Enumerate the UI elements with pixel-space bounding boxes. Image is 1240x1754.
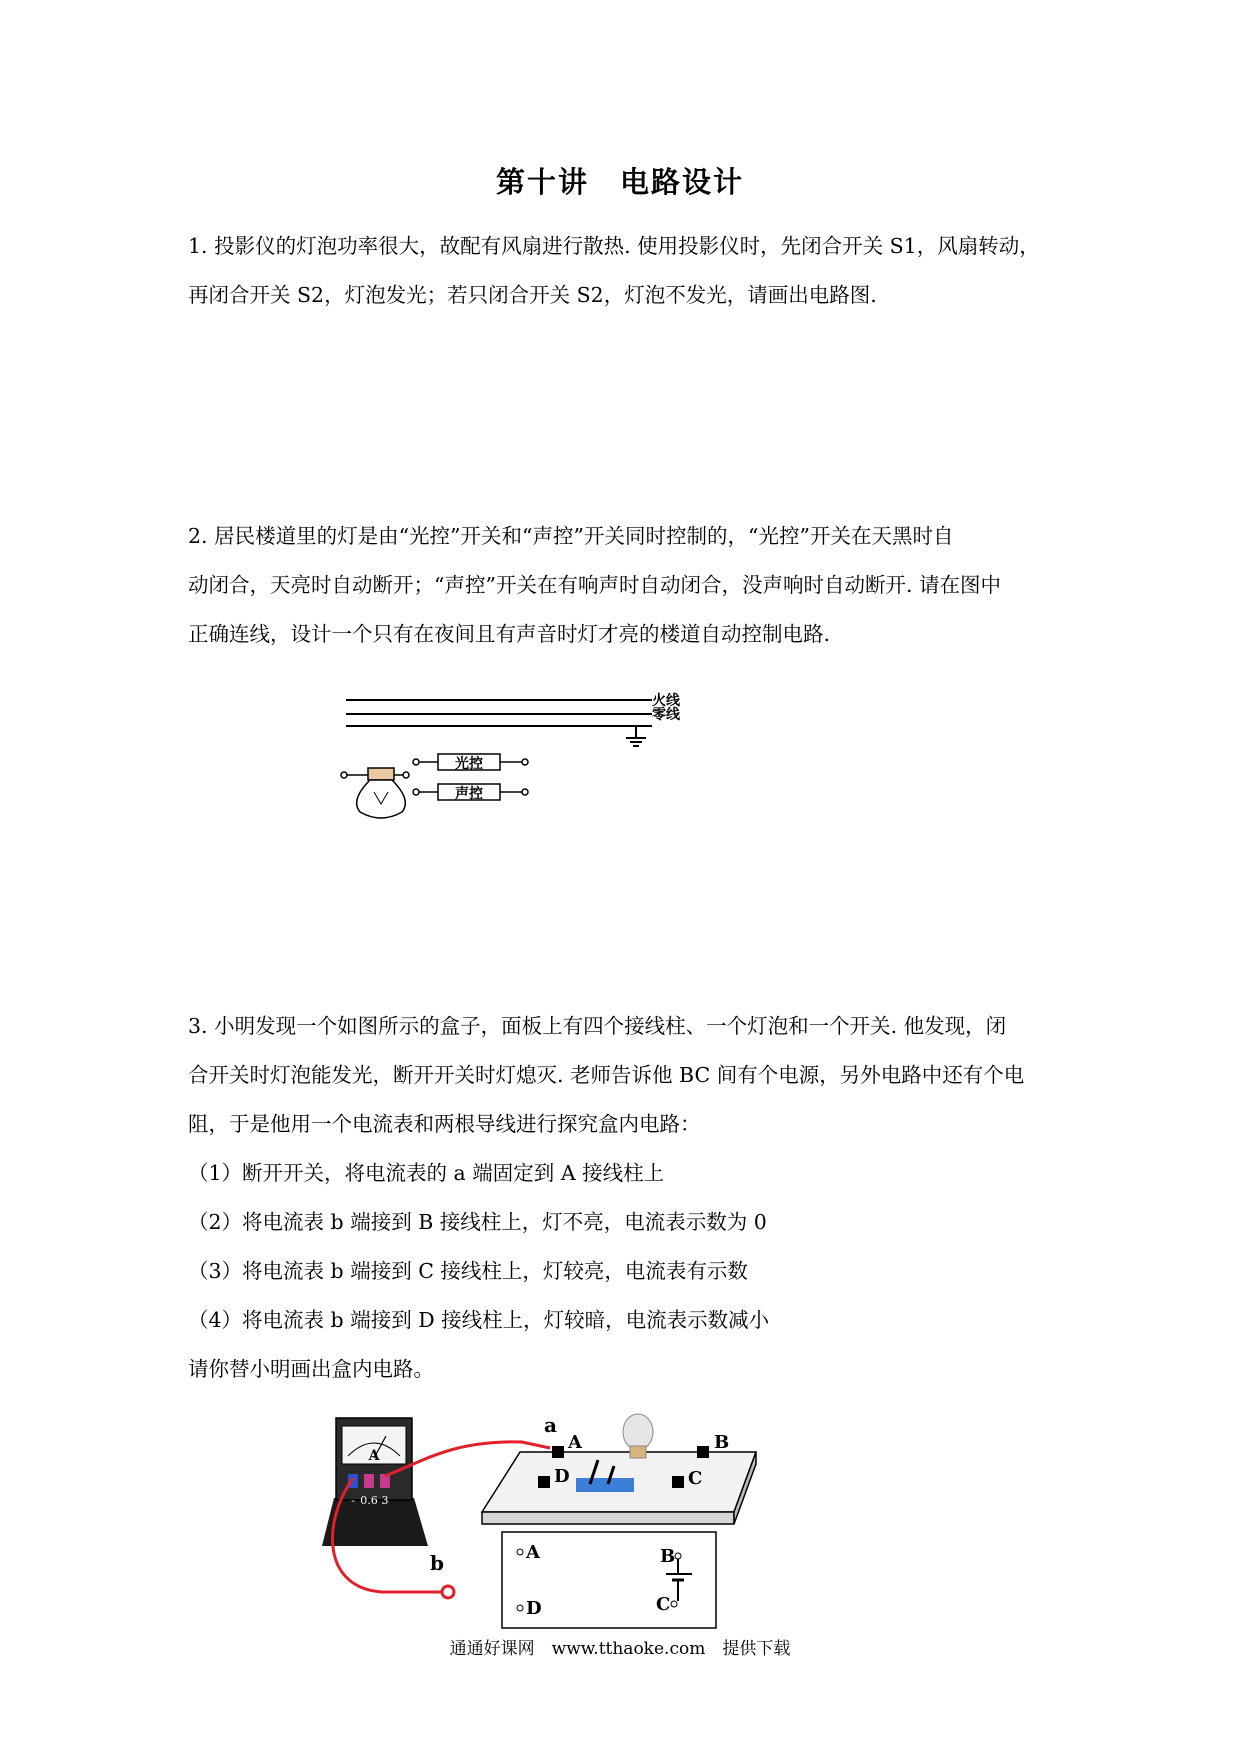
- terminal-d-post: [538, 1476, 550, 1488]
- question-3-line: 合开关时灯泡能发光，断开开关时灯熄灭. 老师告诉他 BC 间有个电源，另外电路中还有个电: [188, 1063, 1025, 1087]
- board-label-b: B: [714, 1432, 730, 1453]
- question-2-line: 正确连线，设计一个只有在夜间且有声音时灯才亮的楼道自动控制电路.: [188, 622, 831, 646]
- schematic-label-c: C: [656, 1594, 671, 1615]
- question-3-line: 阻，于是他用一个电流表和两根导线进行探究盒内电路：: [188, 1112, 701, 1136]
- power-lines: [346, 700, 652, 746]
- meter-terminal-0-6: 0.6: [360, 1494, 378, 1507]
- question-3-line: 请你替小明画出盒内电路。: [188, 1357, 434, 1381]
- question-1-line: 再闭合开关 S2，灯泡发光；若只闭合开关 S2，灯泡不发光，请画出电路图.: [188, 283, 877, 307]
- lamp-bulb-icon: [341, 768, 409, 818]
- question-3-step: （2）将电流表 b 端接到 B 接线柱上，灯不亮，电流表示数为 0: [188, 1210, 767, 1234]
- page-title: 第十讲 电路设计: [495, 165, 744, 199]
- question-2: [188, 512, 1068, 659]
- sound-control-label: 声控: [455, 786, 483, 802]
- probe-a-label: a: [544, 1413, 557, 1437]
- schematic-terminal-a: [517, 1549, 523, 1555]
- question-3-step: （3）将电流表 b 端接到 C 接线柱上，灯较亮，电流表有示数: [188, 1259, 748, 1283]
- terminal-c-post: [672, 1476, 684, 1488]
- ammeter-icon: [322, 1418, 428, 1546]
- board-label-c: C: [688, 1468, 703, 1489]
- schematic-terminal-b: [675, 1553, 681, 1559]
- terminal-a-post: [552, 1446, 564, 1458]
- board-label-d: D: [554, 1466, 570, 1487]
- question-3-step: （4）将电流表 b 端接到 D 接线柱上，灯较暗，电流表示数减小: [188, 1308, 770, 1332]
- schematic-label-d: D: [526, 1598, 542, 1619]
- schematic-label-b: B: [660, 1546, 676, 1567]
- question-3-line: 3. 小明发现一个如图所示的盒子，面板上有四个接线柱、一个灯泡和一个开关. 他发现，闭: [188, 1014, 1007, 1038]
- stairway-circuit-figure: [336, 680, 716, 830]
- question-2-line: 2. 居民楼道里的灯是由“光控”开关和“声控”开关同时控制的，“光控”开关在天黑时自: [188, 524, 954, 548]
- question-1: [188, 222, 1068, 320]
- probe-b-end: [442, 1586, 454, 1598]
- light-control-label: 光控: [455, 756, 483, 772]
- neutral-wire-label: 零线: [652, 707, 680, 723]
- schematic-label-a: A: [526, 1542, 540, 1563]
- question-2-line: 动闭合，天亮时自动断开；“声控”开关在有响声时自动闭合，没声响时自动断开. 请在图中: [188, 573, 1001, 597]
- meter-terminal-3: 3: [381, 1494, 389, 1507]
- probe-b-label: b: [430, 1551, 444, 1575]
- schematic-terminal-c: [671, 1601, 677, 1607]
- question-3-step: （1）断开开关，将电流表的 a 端固定到 A 接线柱上: [188, 1161, 665, 1185]
- question-1-line: 1. 投影仪的灯泡功率很大，故配有风扇进行散热. 使用投影仪时，先闭合开关 S1，风扇转动，: [188, 234, 1040, 258]
- terminal-b-post: [697, 1446, 709, 1458]
- box-circuit-figure: [322, 1412, 762, 1634]
- ammeter-symbol: A: [368, 1448, 380, 1464]
- page-footer: 通通好课网 www.tthaoke.com 提供下载: [449, 1639, 791, 1659]
- meter-terminal-negative: -: [351, 1494, 355, 1507]
- question-3: [188, 1002, 1068, 1394]
- board-label-a: A: [568, 1432, 582, 1453]
- live-wire-label: 火线: [652, 693, 680, 709]
- schematic-terminal-d: [517, 1605, 523, 1611]
